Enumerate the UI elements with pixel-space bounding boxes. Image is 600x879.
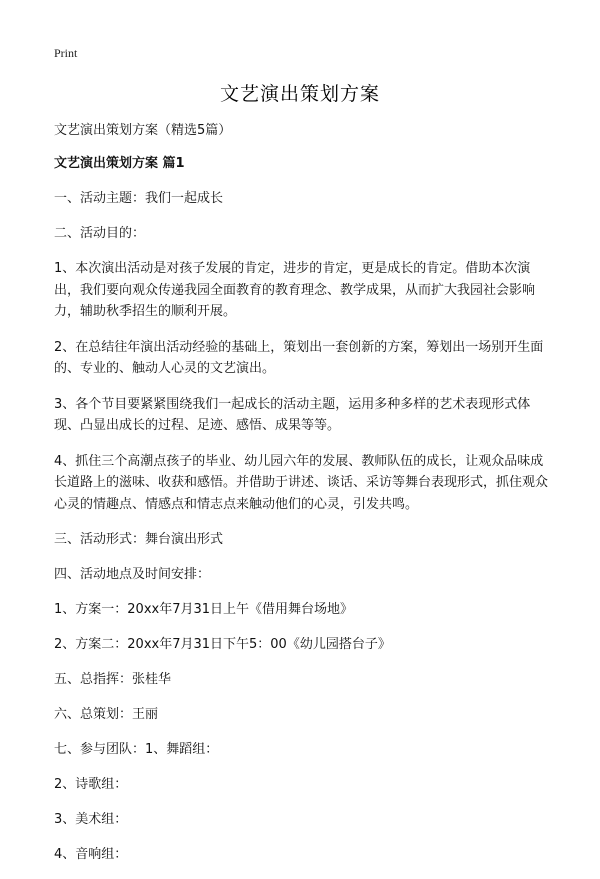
paragraph-team-art: 3、美术组： — [54, 812, 128, 827]
paragraph-team-sound: 4、音响组： — [54, 847, 128, 862]
paragraph-purpose-4: 4、抓住三个高潮点孩子的毕业、幼儿园六年的发展、教师队伍的成长，让观众品味成长道路上的滋味、收获和感悟。并借助于讲述、谈话、采访等舞台表现形式，抓住观众心灵的情趣点、情感点和情志点来触动他们的心灵，引发共鸣。 — [54, 453, 549, 512]
paragraph-purpose-1: 1、本次演出活动是对孩子发展的肯定，进步的肯定，更是成长的肯定。借助本次演出，我们要向观众传递我园全面教育的教育理念、教学成果，从而扩大我园社会影响力，辅助秋季招生的顺利开展。 — [54, 261, 536, 319]
paragraph-location-time: 四、活动地点及时间安排： — [54, 567, 211, 582]
paragraph-activity-purpose: 二、活动目的： — [54, 226, 146, 241]
document-title: 文艺演出策划方案 — [219, 83, 380, 105]
paragraph-activity-form: 三、活动形式：舞台演出形式 — [54, 532, 224, 547]
paragraph-teams: 七、参与团队：1、舞蹈组： — [54, 742, 219, 757]
print-label: Print — [54, 46, 78, 60]
paragraph-purpose-2: 2、在总结往年演出活动经验的基础上，策划出一套创新的方案，筹划出一场别开生面的、专业的、触动人心灵的文艺演出。 — [54, 339, 544, 376]
document-subtitle: 文艺演出策划方案（精选5篇） — [54, 123, 232, 138]
paragraph-commander: 五、总指挥：张桂华 — [54, 672, 172, 687]
section-heading: 文艺演出策划方案 篇1 — [54, 156, 185, 171]
paragraph-plan-1: 1、方案一：20xx年7月31日上午《借用舞台场地》 — [54, 602, 354, 617]
document-body — [54, 120, 554, 879]
paragraph-activity-theme: 一、活动主题：我们一起成长 — [54, 191, 224, 206]
paragraph-planner: 六、总策划：王丽 — [54, 707, 159, 722]
paragraph-purpose-3: 3、各个节目要紧紧围绕我们一起成长的活动主题，运用多种多样的艺术表现形式体现、凸显出成长的过程、足迹、感悟、成果等等。 — [54, 396, 531, 433]
paragraph-plan-2: 2、方案二：20xx年7月31日下午5：00《幼儿园搭台子》 — [54, 637, 391, 652]
paragraph-team-poetry: 2、诗歌组： — [54, 777, 128, 792]
